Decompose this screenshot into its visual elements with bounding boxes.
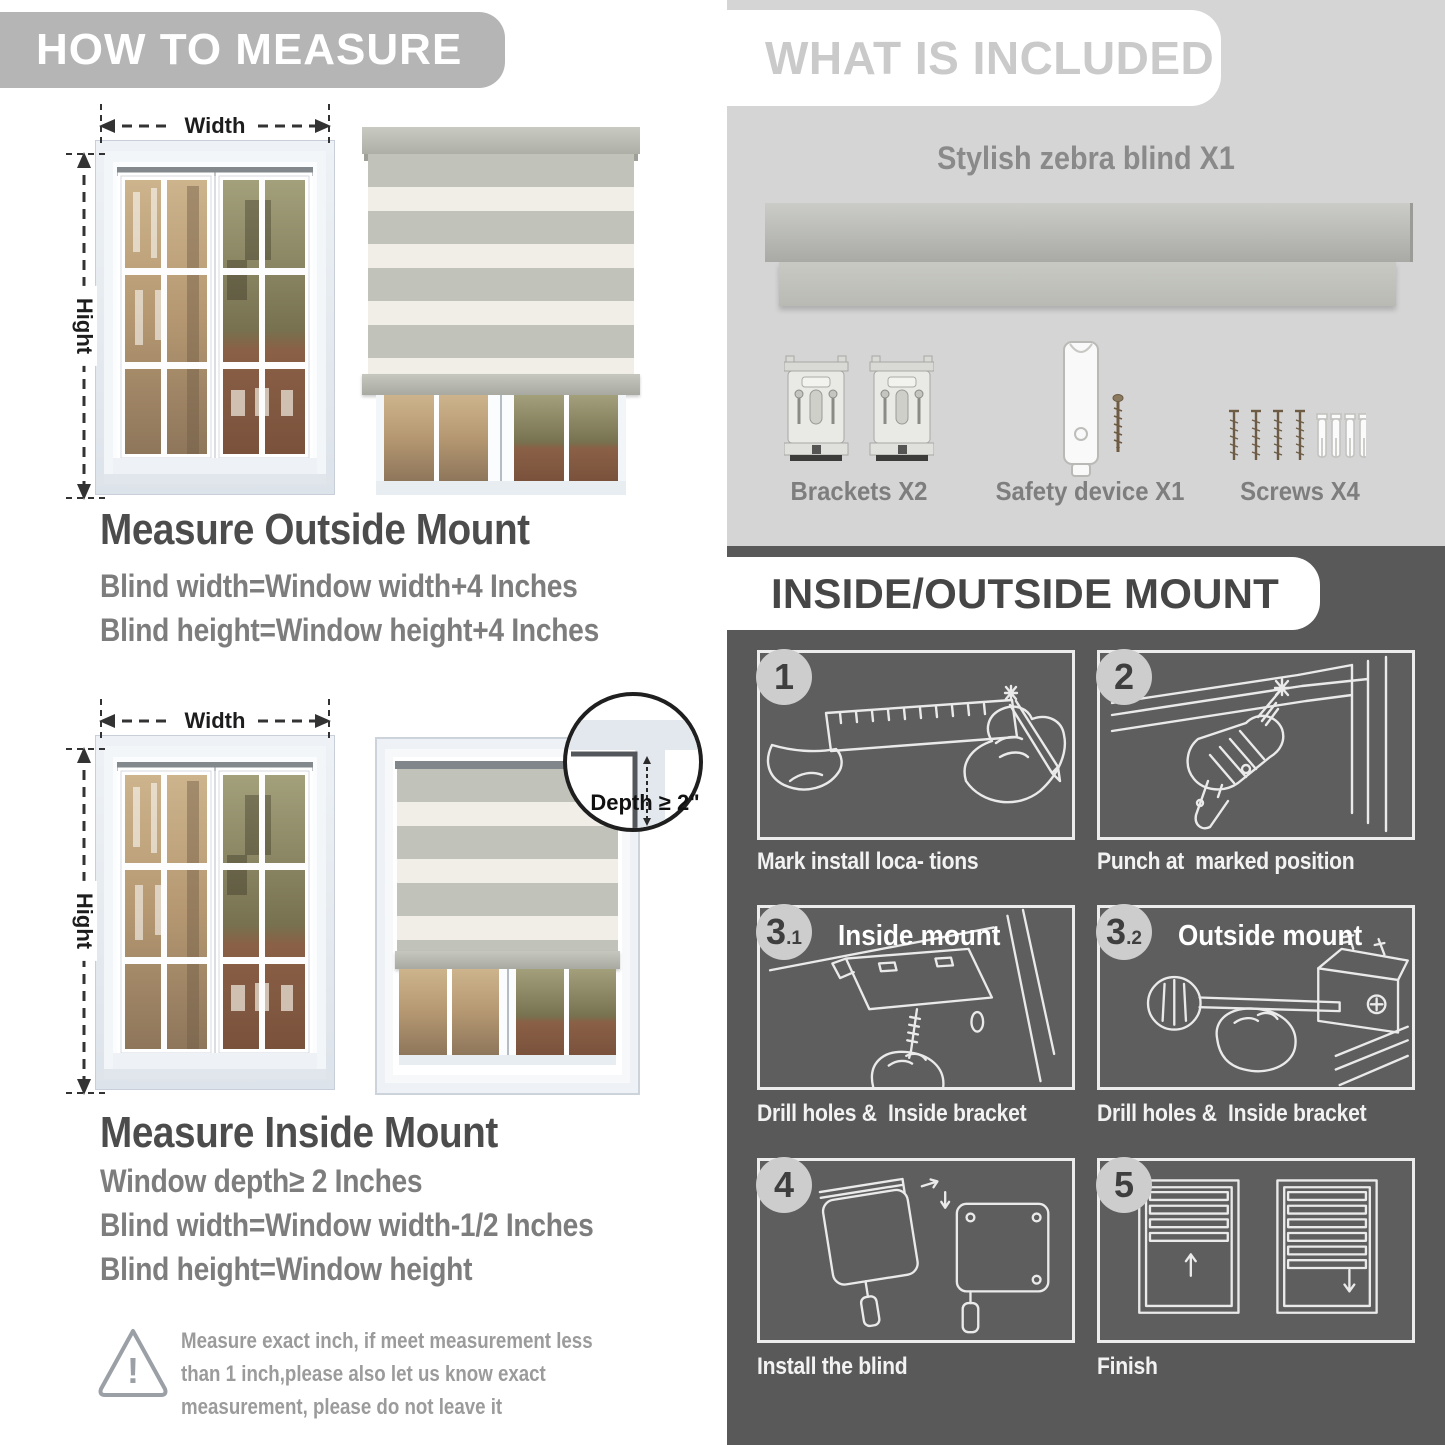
step-number: 3 <box>766 911 787 952</box>
step-number-badge <box>1096 904 1152 960</box>
step-number: 2 <box>1113 656 1135 697</box>
warning-line-3: measurement, please do not leave it <box>181 1394 503 1419</box>
warning-triangle-icon <box>95 1325 171 1399</box>
glass-below-blind <box>399 969 616 1065</box>
step-caption-2: Punch at marked position <box>1097 848 1355 875</box>
window-illustration <box>95 140 335 495</box>
width-label: Width <box>173 708 258 734</box>
inside-mount-panel-label: Inside mount <box>838 920 1001 952</box>
measurement-warning-note <box>181 1324 661 1423</box>
inside-mount-rule-depth: Window depth≥ 2 Inches <box>100 1163 423 1199</box>
step-number-badge <box>1096 1157 1152 1213</box>
step-panel-3-1 <box>757 905 1075 1090</box>
product-label: Stylish zebra blind X1 <box>937 140 1235 176</box>
warning-line-1: Measure exact inch, if meet measurement less <box>181 1328 593 1353</box>
width-dimension-arrow <box>95 699 335 743</box>
brackets-icon <box>784 352 934 467</box>
hight-label: Hight <box>71 286 97 366</box>
safety-device-icon <box>1060 340 1135 480</box>
outside-mount-rule-height: Blind height=Window height+4 Inches <box>100 612 599 648</box>
blind-bottom-rail <box>362 374 640 395</box>
blind-bottom-rail <box>395 951 620 969</box>
height-dimension-arrow <box>62 150 106 502</box>
step-panel-1 <box>757 650 1075 840</box>
step-caption-4: Install the blind <box>757 1353 908 1380</box>
width-dimension-arrow <box>95 104 335 148</box>
window-photo-inside <box>95 735 335 1090</box>
blind-fabric-roll-image <box>779 262 1396 306</box>
window-below-blind <box>376 395 626 495</box>
step-number: 4 <box>773 1164 795 1205</box>
zebra-blind-outside-illustration <box>362 127 640 495</box>
window-photo-outside <box>95 140 335 495</box>
hight-label: Hight <box>71 881 97 961</box>
step-number-badge <box>1096 649 1152 705</box>
step-number-badge <box>756 1157 812 1213</box>
outside-mount-title: Measure Outside Mount <box>100 505 530 554</box>
step-number-badge <box>756 904 812 960</box>
outside-mount-rule-width: Blind width=Window width+4 Inches <box>100 568 578 604</box>
what-is-included-title: WHAT IS INCLUDED <box>765 32 1215 84</box>
mount-title: INSIDE/OUTSIDE MOUNT <box>771 570 1280 617</box>
step-number: 1 <box>773 656 795 697</box>
blind-headrail-image <box>765 203 1413 262</box>
blind-cassette <box>362 127 640 154</box>
step-panel-3-2 <box>1097 905 1415 1090</box>
step-number-sub: .1 <box>786 927 802 949</box>
step-number-badge <box>756 649 812 705</box>
outside-mount-panel-label: Outside mount <box>1178 920 1363 952</box>
step-number-sub: .2 <box>1126 927 1142 949</box>
step-panel-5 <box>1097 1158 1415 1343</box>
step-caption-1: Mark install loca- tions <box>757 848 979 875</box>
step-number: 5 <box>1113 1164 1135 1205</box>
window-illustration <box>95 735 335 1090</box>
inside-mount-rule-height: Blind height=Window height <box>100 1251 473 1287</box>
warning-line-2: than 1 inch,please also let us know exact <box>181 1361 546 1386</box>
step-panel-4 <box>757 1158 1075 1343</box>
depth-requirement-label: Depth ≥ 2" <box>590 790 700 815</box>
safety-device-label: Safety device X1 <box>995 476 1185 506</box>
how-to-measure-banner <box>0 12 505 88</box>
zebra-fabric <box>368 154 634 374</box>
svg-text:!: ! <box>127 1350 139 1391</box>
height-dimension-arrow <box>62 745 106 1097</box>
screws-label: Screws X4 <box>1240 476 1360 506</box>
inside-mount-title: Measure Inside Mount <box>100 1108 498 1157</box>
screws-anchors-icon <box>1226 408 1366 470</box>
what-is-included-banner <box>727 10 1221 106</box>
step-caption-3-2: Drill holes & Inside bracket <box>1097 1100 1367 1127</box>
mount-banner <box>727 557 1320 630</box>
step-caption-5: Finish <box>1097 1353 1158 1380</box>
step-caption-3-1: Drill holes & Inside bracket <box>757 1100 1027 1127</box>
how-to-measure-title: HOW TO MEASURE <box>36 25 463 74</box>
inside-mount-rule-width: Blind width=Window width-1/2 Inches <box>100 1207 594 1243</box>
step-panel-2 <box>1097 650 1415 840</box>
brackets-label: Brackets X2 <box>790 476 928 506</box>
step-number: 3 <box>1106 911 1127 952</box>
width-label: Width <box>173 113 258 139</box>
